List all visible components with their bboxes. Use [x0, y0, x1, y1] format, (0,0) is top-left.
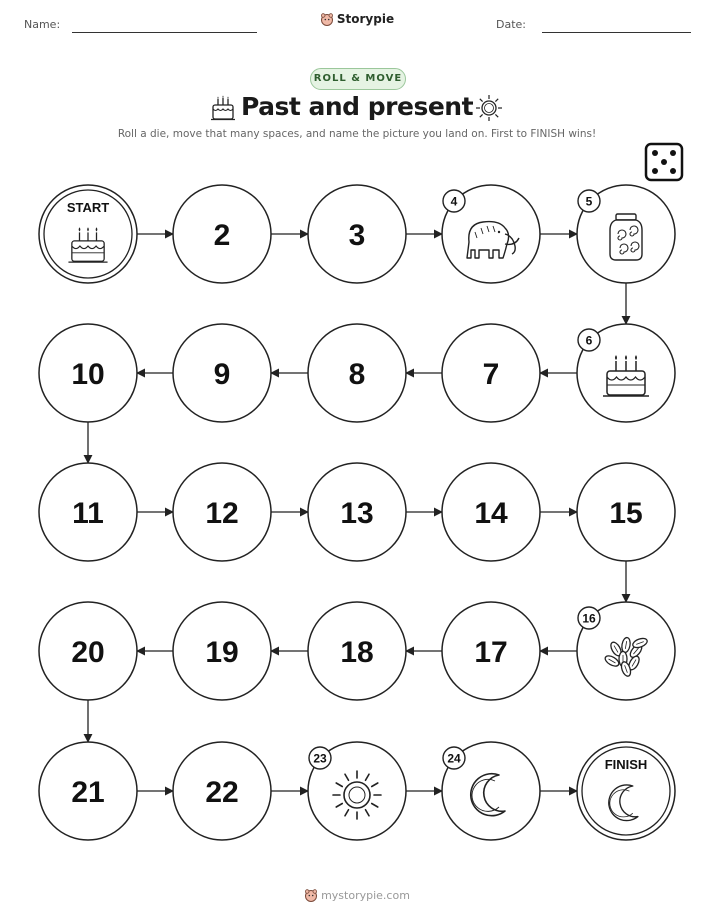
- space-22[interactable]: [173, 742, 271, 840]
- space-4[interactable]: [442, 185, 540, 283]
- name-label: Name:: [24, 18, 61, 31]
- space-3[interactable]: [308, 185, 406, 283]
- space-11[interactable]: [39, 463, 137, 561]
- space-20[interactable]: [39, 602, 137, 700]
- space-number: 13: [340, 497, 374, 530]
- space-number: 24: [447, 751, 461, 766]
- space-9[interactable]: [173, 324, 271, 422]
- space-18[interactable]: [308, 602, 406, 700]
- space-14[interactable]: [442, 463, 540, 561]
- space-13[interactable]: [308, 463, 406, 561]
- space-number: 6: [585, 333, 593, 348]
- brand-name: Storypie: [336, 12, 395, 26]
- space-number: 15: [609, 497, 643, 530]
- storypie-logo-icon: [304, 888, 318, 902]
- space-number: 17: [474, 636, 508, 669]
- space-24[interactable]: [442, 742, 540, 840]
- space-10[interactable]: [39, 324, 137, 422]
- space-8[interactable]: [308, 324, 406, 422]
- space-start[interactable]: [39, 185, 137, 283]
- space-number: 3: [348, 219, 366, 252]
- space-number: 11: [72, 497, 104, 530]
- space-number: 10: [71, 358, 105, 391]
- space-7[interactable]: [442, 324, 540, 422]
- space-number: 7: [482, 358, 500, 391]
- space-12[interactable]: [173, 463, 271, 561]
- space-number: 2: [213, 219, 231, 252]
- footer: [0, 888, 714, 902]
- space-label: START: [66, 200, 110, 215]
- jar-icon: [610, 214, 642, 260]
- space-number: 12: [205, 497, 239, 530]
- space-16[interactable]: [577, 602, 675, 700]
- space-15[interactable]: [577, 463, 675, 561]
- space-23[interactable]: [308, 742, 406, 840]
- space-finish[interactable]: [577, 742, 675, 840]
- space-5[interactable]: [577, 185, 675, 283]
- space-number: 19: [205, 636, 239, 669]
- space-number: 21: [71, 776, 105, 809]
- space-21[interactable]: [39, 742, 137, 840]
- space-number: 22: [205, 776, 239, 809]
- space-label: FINISH: [604, 757, 648, 772]
- instructions: Roll a die, move that many spaces, and name the picture you land on. First to FINISH wins!: [117, 128, 597, 140]
- space-number: 16: [582, 611, 596, 626]
- space-number: 14: [474, 497, 508, 530]
- activity-badge: ROLL & MOVE: [310, 68, 406, 90]
- space-number: 9: [213, 358, 231, 391]
- page-title: Past and present: [240, 92, 474, 121]
- space-number: 20: [71, 636, 105, 669]
- space-number: 8: [348, 358, 366, 391]
- space-number: 5: [585, 194, 593, 209]
- space-17[interactable]: [442, 602, 540, 700]
- space-number: 23: [313, 751, 327, 766]
- footer-url: mystorypie.com: [321, 889, 410, 902]
- space-2[interactable]: [173, 185, 271, 283]
- space-number: 4: [450, 194, 458, 209]
- space-19[interactable]: [173, 602, 271, 700]
- date-label: Date:: [496, 18, 526, 31]
- space-number: 18: [340, 636, 374, 669]
- space-6[interactable]: [577, 324, 675, 422]
